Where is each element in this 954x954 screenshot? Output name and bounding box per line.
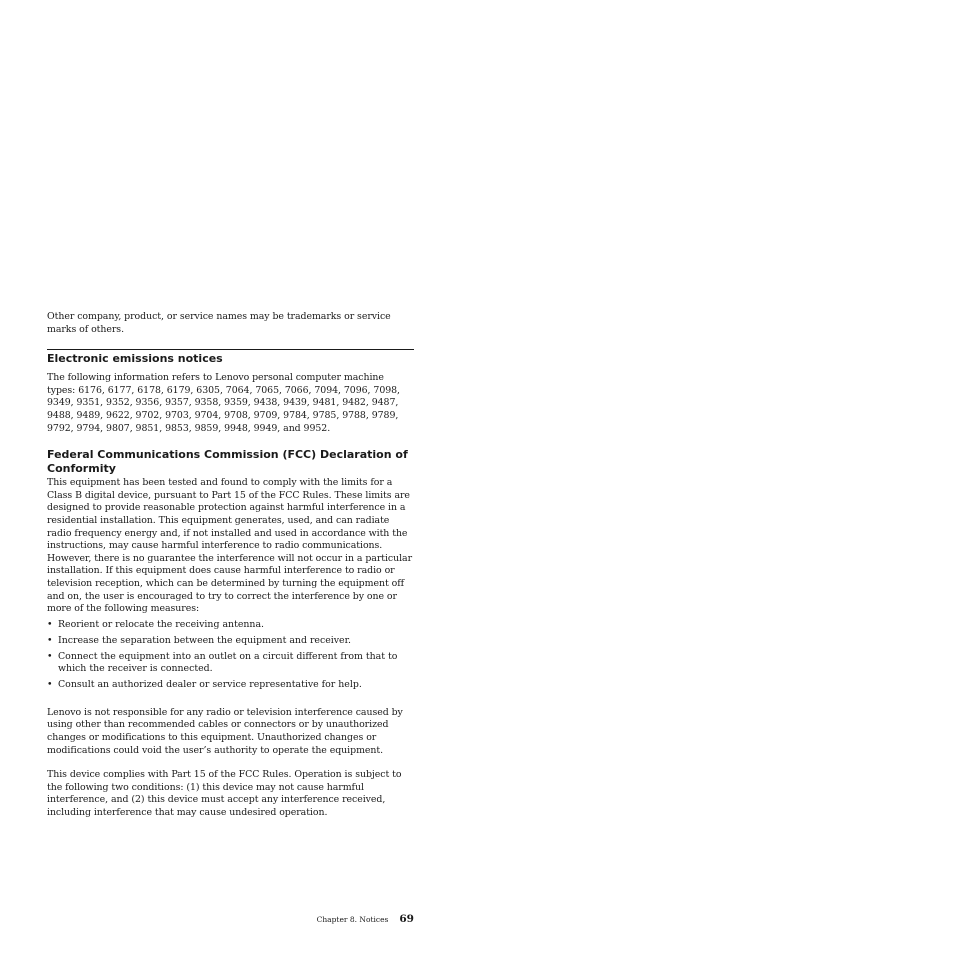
list-item (47, 619, 414, 632)
list-item (47, 651, 414, 676)
fcc-responsibility: Lenovo is not responsible for any radio or television interference caused by using other than recommended cables or connectors or by unauthorized changes or modifications to this equipment. Unauthorized changes or modifications could void the user’s authority to operate the equipment. (47, 706, 403, 756)
emissions-heading: Electronic emissions notices (47, 352, 223, 366)
trademark-note: Other company, product, or service names may be trademarks or service marks of others. (47, 311, 391, 335)
list-item-text: Connect the equipment into an outlet on a circuit different from that to which the receiver is connected. (58, 650, 398, 675)
page-footer (317, 913, 414, 926)
list-item (47, 679, 414, 692)
emissions-section (47, 349, 414, 435)
page-content (47, 311, 414, 820)
fcc-measures-list (47, 619, 414, 692)
bullet-glyph: • (47, 634, 53, 646)
fcc-heading: Federal Communications Commission (FCC) Declaration of Conformity (47, 448, 408, 476)
list-item (47, 635, 414, 648)
fcc-compliance: This device complies with Part 15 of the FCC Rules. Operation is subject to the following two conditions: (1) this device may not cause harmful interference, and (2) this device must accept any interference received, including interference that may cause undesired operation. (47, 769, 402, 818)
list-item-text: Increase the separation between the equipment and receiver. (58, 634, 352, 646)
page-number: 69 (399, 913, 414, 925)
fcc-intro: This equipment has been tested and found to comply with the limits for a Class B digital device, pursuant to Part 15 of the FCC Rules. These limits are designed to provide reasonable protection against harmful interference in a residential installation. This equipment generates, used, and can radiate radio frequency energy and, if not installed and used in accordance with the instructions, may cause harmful interference to radio communications. However, there is no guarantee the interference will not occur in a particular installation. If this equipment does cause harmful interference to radio or television reception, which can be determined by turning the equipment off and on, the user is encouraged to try to correct the interference by one or more of the following measures: (47, 477, 413, 615)
footer-chapter: Chapter 8. Notices (316, 915, 389, 924)
list-item-text: Reorient or relocate the receiving antenna. (58, 618, 265, 630)
bullet-glyph: • (47, 618, 53, 630)
fcc-section (47, 448, 414, 819)
emissions-body: The following information refers to Lenovo personal computer machine types: 6176, 6177, 6178, 6179, 6305, 7064, 7065, 7066, 7094, 7096, 7098, 9349, 9351, 9352, 9356, 9357, 9358, 9359, 9438, 9439, 9481, 9482, 9487, 9488, 9489, 9622, 9702, 9703, 9704, 9708, 9709, 9784, 9785, 9788, 9789, 9792, 9794, 9807, 9851, 9853, 9859, 9948, 9949, and 9952. (47, 372, 400, 434)
list-item-text: Consult an authorized dealer or service representative for help. (58, 679, 362, 691)
bullet-glyph: • (47, 650, 53, 662)
bullet-glyph: • (47, 679, 53, 691)
